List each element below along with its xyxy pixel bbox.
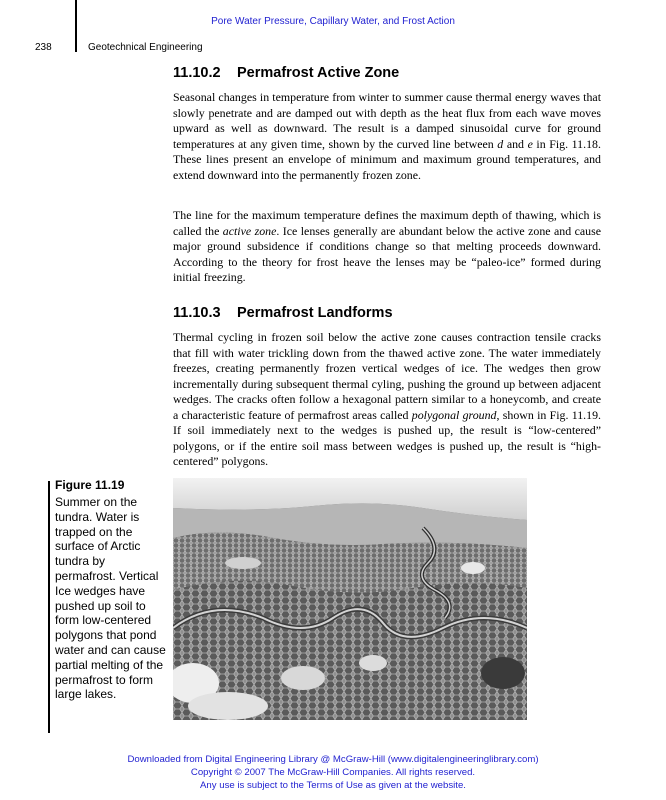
paragraph-thermal-cycling: Thermal cycling in frozen soil below the active zone causes contraction tensile cracks that fill with water trickling down from the thawed active zone. The water immediately freezes, creating permanently frozen vertical wedges of ice. The wedges then grow incrementally during subsequent thermal cyling, pushing the ground up between adjacent wedges. The cracks often follow a hexagonal pattern similar to a honeycomb, and create a characteristic feature of permafrost areas called polygonal ground, shown in Fig. 11.19. If soil immediately next to the wedges is pushed up, the result is “low-centered” polygons, or if the entire soil mass between wedges is pushed up, the result is “high-centered” polygons. (173, 330, 601, 469)
section-heading-active-zone (173, 65, 399, 81)
figure-caption: Summer on the tundra. Water is trapped on the surface of Arctic tundra by permafrost. Vertical Ice wedges have pushed up soil to form low-centered polygons that pond water and can cause partial melting of the permafrost to form large lakes. (55, 495, 166, 702)
figure-caption-rule (48, 481, 50, 733)
running-head: Pore Water Pressure, Capillary Water, and Frost Action (211, 16, 455, 27)
page-number: 238 (35, 42, 52, 53)
figure-label: Figure 11.19 (55, 478, 125, 492)
section-title: Permafrost Landforms (237, 305, 393, 321)
footer-download-line: Downloaded from Digital Engineering Library @ McGraw-Hill (www.digitalengineeringlibrary.com) (127, 754, 539, 765)
footer-terms-line: Any use is subject to the Terms of Use as given at the website. (200, 780, 466, 791)
paragraph-max-temperature: The line for the maximum temperature defines the maximum depth of thawing, which is called the active zone. Ice lenses generally are abundant below the active zone and cause major ground subsidence if conditions change so that melting proceeds downward. According to the theory for frost heave the lenses may be “paleo-ice” formed during initial freezing. (173, 208, 601, 285)
tundra-polygons-photo (173, 478, 527, 720)
paragraph-seasonal-changes: Seasonal changes in temperature from winter to summer cause thermal energy waves that slowly penetrate and are damped out with depth as the heat flux from each wave moves upward as well as downward. The result is a damped sinusoidal curve for ground temperatures at any given time, shown by the curved line between d and e in Fig. 11.18. These lines present an envelope of minimum and maximum ground temperatures, and extend downward into the permanently frozen zone. (173, 90, 601, 182)
section-heading-landforms (173, 305, 393, 321)
section-number: 11.10.2 (173, 65, 221, 81)
section-title: Permafrost Active Zone (237, 65, 400, 81)
book-title: Geotechnical Engineering (88, 42, 203, 53)
header-divider (75, 0, 77, 52)
section-number: 11.10.3 (173, 305, 221, 321)
footer-copyright-line: Copyright © 2007 The McGraw-Hill Companies. All rights reserved. (190, 767, 476, 778)
